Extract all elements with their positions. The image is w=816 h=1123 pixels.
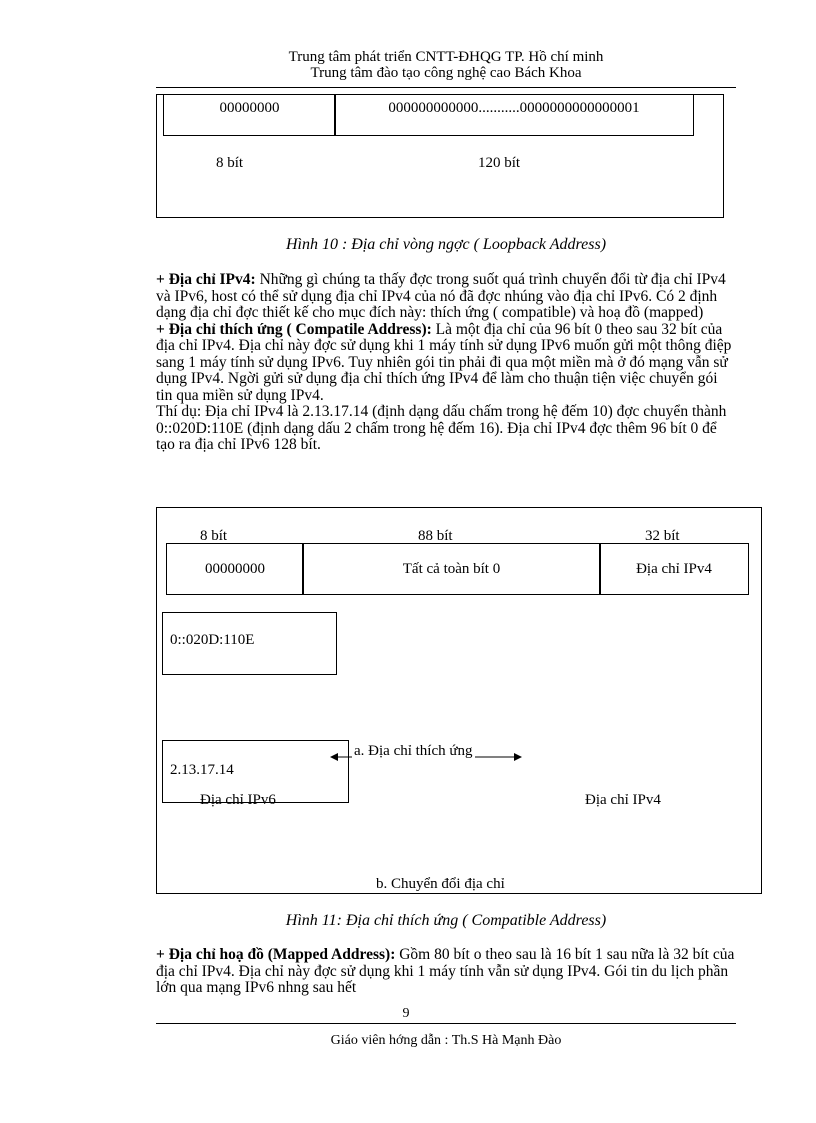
fig11-ipv4-value: 2.13.17.14: [170, 762, 234, 778]
paragraph-mapped-lead: + Địa chỉ hoạ đồ (Mapped Address):: [156, 946, 396, 963]
arrow-head-right-icon: [514, 753, 522, 761]
paragraph-example: Thí dụ: Địa chỉ IPv4 là 2.13.17.14 (định dạng dấu chấm trong hệ đếm 10) đợc chuyển thành 0::020D:110E (định dạng dấu 2 chấm trong hệ đếm 16). Địa chỉ IPv4 đợc thêm 96 bít 0 để tạo ra địa chỉ IPv6 128 bít.: [156, 403, 727, 453]
paragraph-ipv4-lead: + Địa chỉ IPv4:: [156, 271, 256, 288]
arrow-head-left-icon: [330, 753, 338, 761]
body-text-1: [156, 272, 736, 454]
page-number: 9: [402, 1006, 410, 1021]
fig11-label-ipv6: Địa chỉ IPv6: [200, 792, 276, 808]
fig11-cell-all-zero: Tất cả toàn bít 0: [302, 543, 601, 595]
fig11-ipv6-value: 0::020D:110E: [170, 632, 255, 648]
fig11-cell-ipv4: Địa chỉ IPv4: [599, 543, 749, 595]
paragraph-ipv4: [156, 272, 736, 322]
footer-text: Giáo viên hớng dẫn : Th.S Hà Mạnh Đào: [330, 1033, 562, 1048]
paragraph-compatible: [156, 322, 736, 405]
paragraph-mapped-text: Gồm 80 bít o theo sau là 16 bít 1 sau nữa là 32 bít của địa chỉ IPv4. Địa chỉ này đợc sử dụng khi 1 máy tính vẫn sử dụng IPv4. Gói tin du lịch phần lớn qua mạng IPv6 nhng sau hết: [156, 946, 735, 996]
header-rule: [156, 87, 736, 88]
paragraph-compatible-text: Là một địa chỉ của 96 bít 0 theo sau 32 bít của địa chỉ IPv4. Địa chỉ này đợc sử dụng khi 1 máy tính sử dụng IPv6 muốn gửi một thông điệp sang 1 máy tính sử dụng IPv6. Tuy nhiên gói tin phải đi qua một miền mà ở đó mạng vẫn sử dụng IPv4. Ngời gửi sử dụng địa chỉ thích ứng IPv4 để làm cho thuận tiện việc chuyển gói tin qua miền sử dụng IPv4.: [156, 320, 732, 404]
footer-rule: [156, 1023, 736, 1024]
paragraph-compatible-lead: + Địa chỉ thích ứng ( Compatile Address):: [156, 320, 432, 338]
fig10-cell-120bit: 000000000000...........0000000000000001: [334, 94, 694, 136]
fig11-label-8bit: 8 bít: [200, 528, 228, 544]
fig11-cell-zeros: 00000000: [166, 543, 304, 595]
header-line-1: Trung tâm phát triển CNTT-ĐHQG TP. Hồ chí minh: [288, 49, 604, 65]
body-text-2: [156, 947, 736, 997]
paragraph-ipv4-text: Những gì chúng ta thấy đợc trong suốt quá trình chuyển đổi từ địa chỉ IPv4 và IPv6, host có thể sử dụng địa chỉ IPv4 của nó đã đợc nhúng vào địa chỉ IPv6. Có 2 định dạng địa chỉ đợc thiết kế cho mục đích này: thích ứng ( compatible) và hoạ đồ (mapped): [156, 271, 726, 321]
paragraph-mapped: [156, 947, 736, 997]
fig11-label-ipv4: Địa chỉ IPv4: [585, 792, 661, 808]
fig10-cell-8bit: 00000000: [163, 94, 336, 136]
header-line-2: Trung tâm đào tạo công nghệ cao Bách Khoa: [310, 65, 582, 81]
fig10-label-8bit: 8 bít: [216, 155, 244, 171]
fig11-part-b-label: b. Chuyển đổi địa chỉ: [376, 876, 505, 892]
fig11-label-88bit: 88 bít: [418, 528, 453, 544]
fig10-label-120bit: 120 bít: [478, 155, 521, 171]
figure-10-caption: Hình 10 : Địa chỉ vòng ngợc ( Loopback Address): [285, 236, 607, 253]
fig11-part-a-label: a. Địa chỉ thích ứng: [354, 743, 473, 759]
fig11-label-32bit: 32 bít: [645, 528, 680, 544]
figure-11-caption: Hình 11: Địa chỉ thích ứng ( Compatible Address): [285, 912, 607, 929]
